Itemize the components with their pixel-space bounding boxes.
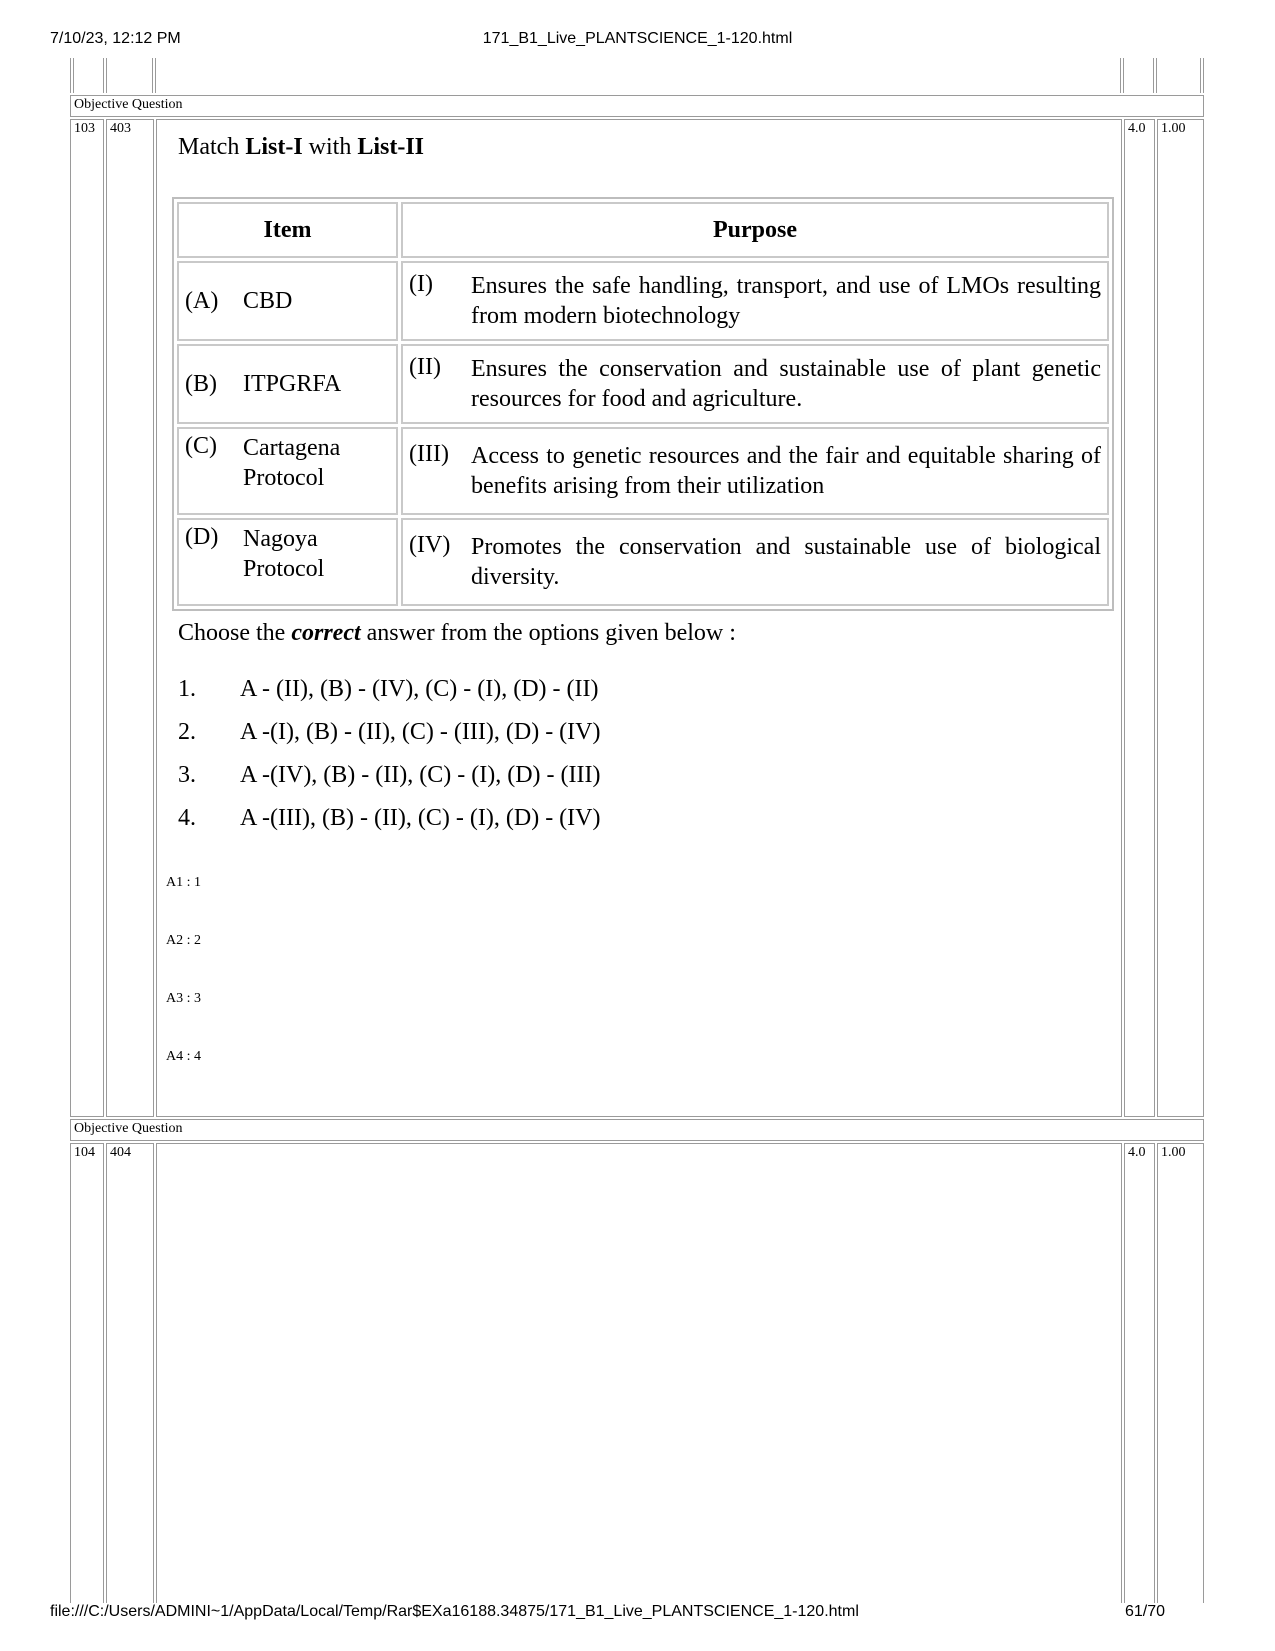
frame-line (70, 58, 71, 93)
negative-cell (1157, 1143, 1204, 1603)
question-serial: 104 (74, 1145, 95, 1160)
item-cell (177, 518, 398, 606)
question-id: 403 (110, 121, 131, 136)
list-item (178, 676, 601, 719)
frame-line (73, 58, 74, 93)
question-negative-marks: 1.00 (1161, 121, 1186, 136)
marks-cell (1124, 1143, 1155, 1603)
match-table (172, 197, 1114, 611)
column-header-item: Item (177, 202, 398, 258)
question-type-row (70, 95, 1204, 117)
question-marks: 4.0 (1128, 121, 1146, 136)
negative-cell (1157, 119, 1204, 1117)
print-doc-title: 171_B1_Live_PLANTSCIENCE_1-120.html (482, 30, 793, 47)
frame-line (1156, 58, 1157, 93)
question-marks: 4.0 (1128, 1145, 1146, 1160)
purpose-label: (IV) (409, 532, 451, 558)
answer-key-1: A1 : 1 (166, 875, 201, 890)
purpose-text: Ensures the safe handling, transport, and use of LMOs resulting from modern biotechnology (471, 273, 1101, 329)
item-name: Cartagena Protocol (243, 435, 341, 491)
item-label: (C) (185, 433, 217, 459)
option-number: 4. (178, 805, 196, 831)
item-name: CBD (243, 287, 293, 314)
item-label: (A) (185, 287, 219, 314)
purpose-cell (401, 427, 1109, 515)
question-serial: 103 (74, 121, 95, 136)
frame-line (155, 58, 156, 93)
purpose-label: (II) (409, 354, 441, 380)
option-text: A -(I), (B) - (II), (C) - (III), (D) - (IV) (240, 719, 601, 745)
purpose-text: Ensures the conservation and sustainable use of plant genetic resources for food and agriculture. (471, 356, 1101, 412)
item-cell (177, 261, 398, 341)
purpose-text: Access to genetic resources and the fair and equitable sharing of benefits arising from their utilization (471, 443, 1101, 499)
item-cell (177, 344, 398, 424)
list-item (178, 805, 601, 848)
print-datetime: 7/10/23, 12:12 PM (50, 30, 181, 47)
item-label: (B) (185, 370, 217, 397)
sno-cell (70, 119, 104, 1117)
list-item (178, 762, 601, 805)
print-file-path: file:///C:/Users/ADMINI~1/AppData/Local/Temp/Rar$EXa16188.34875/171_B1_Live_PLANTSCIENCE_1-120.html (50, 1603, 859, 1620)
question-type-label: Objective Question (74, 1121, 183, 1136)
qid-cell (106, 1143, 154, 1603)
option-number: 3. (178, 762, 196, 788)
purpose-label: (III) (409, 441, 449, 467)
question-type-label: Objective Question (74, 97, 183, 112)
option-text: A -(IV), (B) - (II), (C) - (I), (D) - (III) (240, 762, 601, 788)
purpose-text: Promotes the conservation and sustainable use of biological diversity. (471, 534, 1101, 590)
question-type-row (70, 1119, 1204, 1141)
marks-cell (1124, 119, 1155, 1117)
frame-line (106, 58, 107, 93)
frame-line (1200, 58, 1201, 93)
frame-line (152, 58, 153, 93)
frame-line (1123, 58, 1124, 93)
purpose-cell (401, 261, 1109, 341)
column-header-purpose: Purpose (401, 202, 1109, 258)
frame-line (1153, 58, 1154, 93)
table-row (177, 427, 1109, 515)
answer-key-4: A4 : 4 (166, 1049, 201, 1064)
option-text: A - (II), (B) - (IV), (C) - (I), (D) - (II) (240, 676, 599, 702)
frame-line (103, 58, 104, 93)
sno-cell (70, 1143, 104, 1603)
choose-instruction: Choose the correct answer from the options given below : (178, 620, 736, 646)
question-title: Match List-I with List-II (178, 134, 425, 160)
table-row (177, 518, 1109, 606)
options-list (178, 676, 601, 848)
question-cell (156, 1143, 1122, 1603)
answer-key-2: A2 : 2 (166, 933, 201, 948)
item-name: Nagoya Protocol (243, 526, 325, 582)
table-row (177, 344, 1109, 424)
option-number: 1. (178, 676, 196, 702)
item-label: (D) (185, 524, 219, 550)
question-negative-marks: 1.00 (1161, 1145, 1186, 1160)
table-row (177, 261, 1109, 341)
frame-line (1203, 58, 1204, 93)
purpose-cell (401, 518, 1109, 606)
list-item (178, 719, 601, 762)
frame-line (1120, 58, 1121, 93)
item-cell (177, 427, 398, 515)
option-text: A -(III), (B) - (II), (C) - (I), (D) - (IV) (240, 805, 601, 831)
purpose-cell (401, 344, 1109, 424)
answer-key-3: A3 : 3 (166, 991, 201, 1006)
option-number: 2. (178, 719, 196, 745)
question-id: 404 (110, 1145, 131, 1160)
purpose-label: (I) (409, 271, 433, 297)
page-number: 61/70 (1124, 1603, 1165, 1620)
item-name: ITPGRFA (243, 370, 342, 397)
qid-cell (106, 119, 154, 1117)
